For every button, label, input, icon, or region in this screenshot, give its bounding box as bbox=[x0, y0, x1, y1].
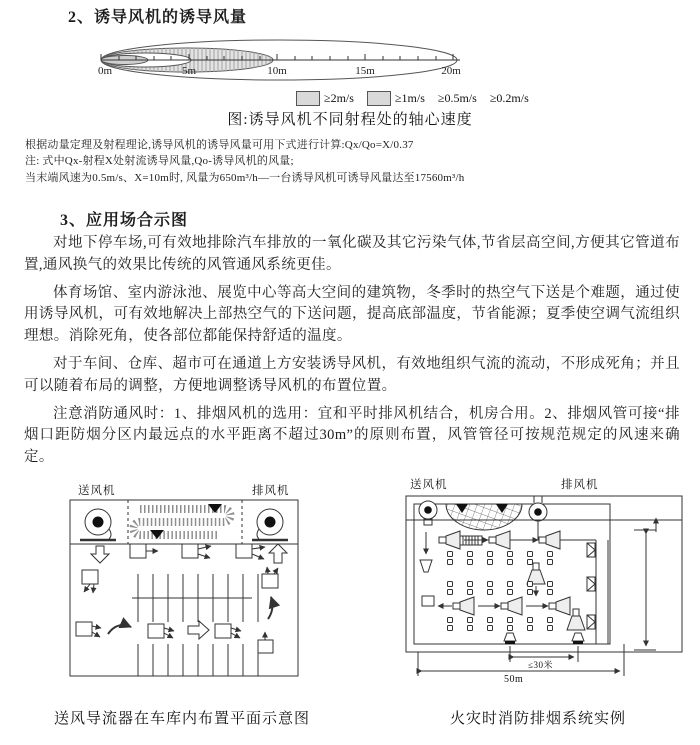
wall-damper-2 bbox=[587, 577, 595, 591]
dim-30m-label: ≤30米 bbox=[528, 660, 553, 670]
wall-damper-1 bbox=[587, 543, 595, 557]
fire-exhaust-svg bbox=[398, 476, 700, 705]
legend-swatch-2ms bbox=[296, 91, 320, 106]
legend-item-1ms bbox=[367, 91, 425, 106]
formula-notes bbox=[25, 138, 685, 187]
ruler-label-5m: 5m bbox=[181, 65, 197, 77]
section-3-heading: 3、应用场合示图 bbox=[60, 212, 189, 229]
garage-figure-caption: 送风导流器在车库内布置平面示意图 bbox=[53, 711, 310, 727]
paragraph-workshop: 对于车间、仓库、超市可在通道上方安装诱导风机，有效地组织气流的流动，不形成死角；并且可以随着布局的调整，方便地调整诱导风机的布置位置。 bbox=[24, 355, 680, 394]
fire-exhaust-figure bbox=[398, 476, 700, 705]
note-line-1: 根据动量定理及射程理论,诱导风机的诱导风量可用下式进行计算:Qx/Qo=X/0.37 bbox=[25, 139, 414, 151]
legend-label-2ms: ≥2m/s bbox=[324, 91, 354, 105]
legend-label-02ms: ≥0.2m/s bbox=[489, 91, 529, 105]
body-text bbox=[24, 233, 680, 475]
garage-supply-fan-label: 送风机 bbox=[78, 485, 116, 497]
paragraph-stadium: 体育场馆、室内游泳池、展览中心等高大空间的建筑物，冬季时的热空气下送是个难题，通过使用诱导风机，可有效地解决上部热空气的下送问题，提高底部温度，节省能源；夏季使空调气流组织理想。消除死角，使各部位都能保持舒适的温度。 bbox=[24, 284, 680, 345]
garage-exhaust-fan-label: 排风机 bbox=[252, 485, 290, 497]
jet-velocity-svg bbox=[88, 26, 488, 90]
legend-swatch-1ms bbox=[367, 91, 391, 106]
velocity-legend bbox=[296, 91, 535, 106]
ruler-label-0m: 0m bbox=[97, 65, 113, 77]
fire-exhaust-fan-label: 排风机 bbox=[561, 479, 599, 491]
paragraph-fire-note: 注意消防通风时：1、排烟风机的选用：宜和平时排风机结合，机房合用。2、排烟风管可接“排烟口距防烟分区内最远点的水平距离不超过30m”的原则布置，风管管径可按规范规定的风速来确定。 bbox=[24, 405, 680, 466]
legend-item-2ms bbox=[296, 91, 354, 106]
legend-label-05ms: ≥0.5m/s bbox=[437, 91, 477, 105]
legend-item-02ms bbox=[490, 91, 529, 106]
ruler-label-10m: 10m bbox=[267, 65, 287, 77]
ruler-label-15m: 15m bbox=[355, 65, 375, 77]
legend-label-1ms: ≥1m/s bbox=[394, 91, 425, 105]
note-line-3: 当末端风速为0.5m/s、X=10m时, 风量为650m³/h—一台诱导风机可诱导风量达至17560m³/h bbox=[25, 172, 465, 184]
legend-item-05ms bbox=[438, 91, 477, 106]
jet-velocity-diagram bbox=[88, 26, 488, 90]
dim-50m-label: 50m bbox=[504, 674, 524, 685]
garage-layout-figure bbox=[60, 482, 310, 687]
ruler-label-20m: 20m bbox=[441, 65, 461, 77]
note-line-2: 注: 式中Qx-射程X处射流诱导风量,Qo-诱导风机的风量; bbox=[25, 154, 294, 167]
paragraph-parking: 对地下停车场,可有效地排除汽车排放的一氧化碳及其它污染气体,节省层高空间,方便其它管道布置,通风换气的效果比传统的风管通风系统更佳。 bbox=[24, 235, 680, 273]
jet-figure-caption: 图:诱导风机不同射程处的轴心速度 bbox=[227, 112, 473, 128]
fire-figure-caption: 火灾时消防排烟系统实例 bbox=[449, 711, 626, 727]
wall-damper-3 bbox=[587, 615, 595, 629]
garage-layout-svg bbox=[60, 482, 310, 687]
fire-supply-fan-label: 送风机 bbox=[410, 479, 448, 491]
section-2-heading: 2、诱导风机的诱导风量 bbox=[68, 9, 248, 26]
